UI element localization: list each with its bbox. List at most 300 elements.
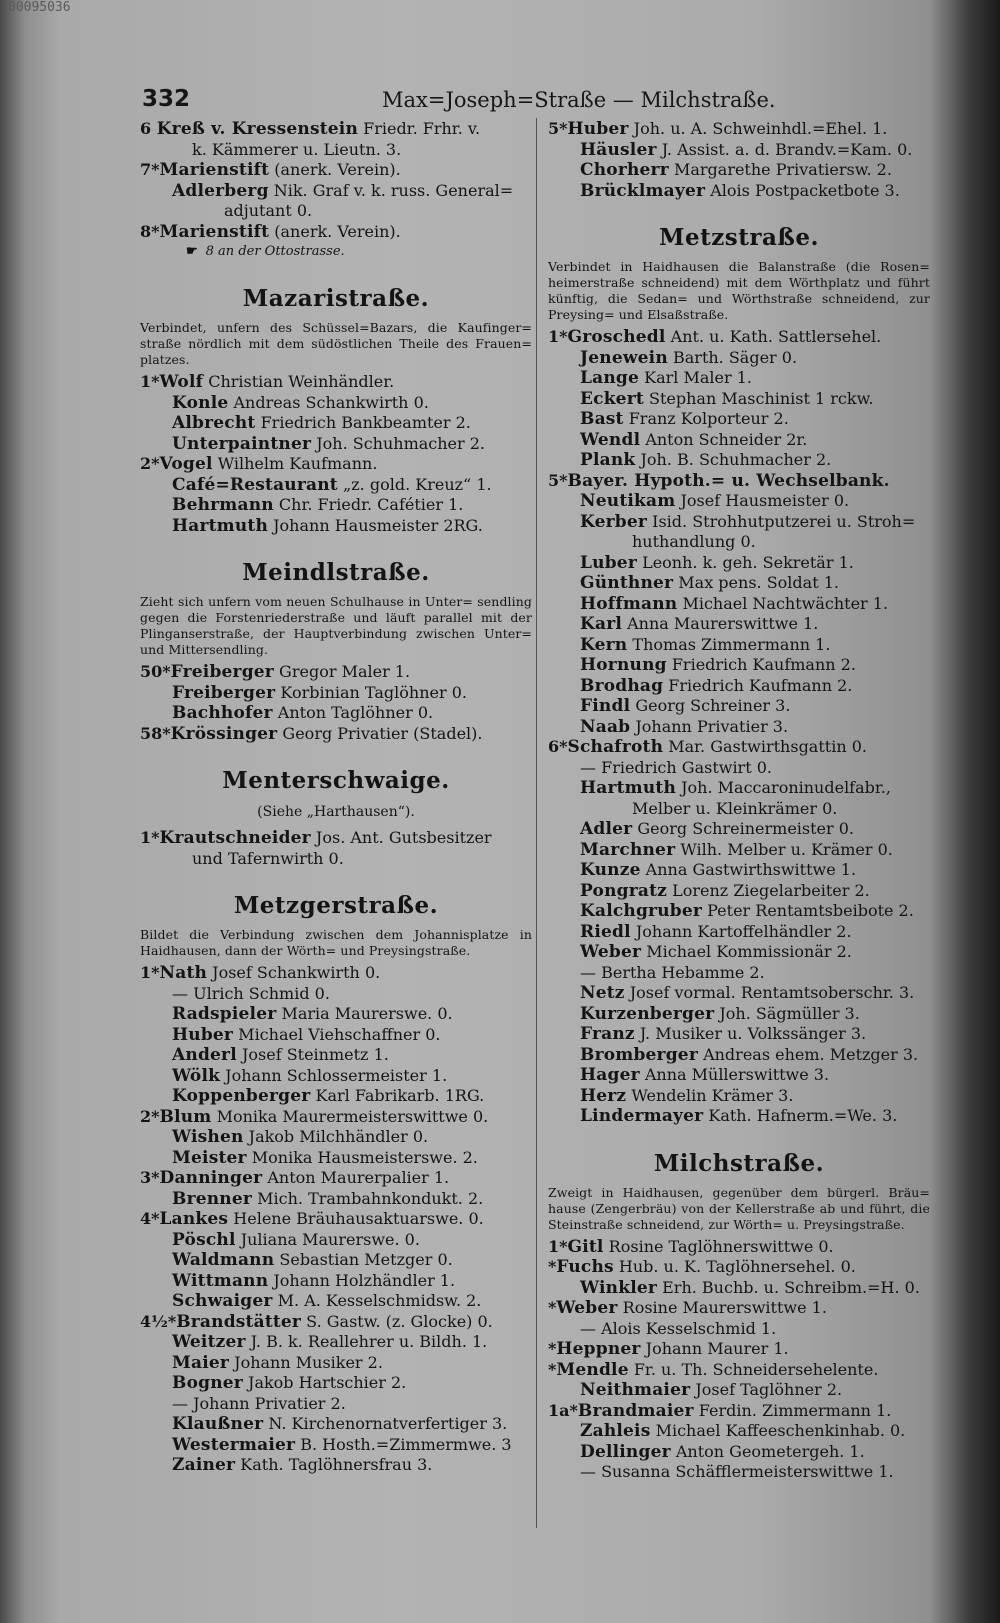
street-heading: Metzstraße. xyxy=(659,224,819,251)
resident-details: Gregor Maler 1. xyxy=(273,662,411,681)
resident-name: Marienstift xyxy=(159,221,270,242)
directory-entry xyxy=(548,140,930,161)
directory-entry xyxy=(140,1189,532,1210)
directory-entry xyxy=(140,1168,532,1189)
resident-details: Peter Rentamtsbeibote 2. xyxy=(702,901,914,920)
directory-entry xyxy=(548,1442,930,1463)
directory-entry xyxy=(140,1455,532,1476)
resident-details: Andreas Schankwirth 0. xyxy=(228,392,429,412)
directory-entry xyxy=(548,614,930,635)
directory-entry xyxy=(548,1086,930,1107)
directory-entry xyxy=(548,119,930,140)
resident-name: Franz xyxy=(580,1024,635,1044)
entry-list xyxy=(548,119,930,201)
directory-entry xyxy=(548,696,930,717)
street-description: Zweigt in Haidhausen, gegenüber dem bürgerl. Bräu= hause (Zengerbräu) von der Kellerstraße ab und führt, die Steinstraße schneidend, zur Wörth= u. Preysingstraße. xyxy=(548,1184,930,1232)
resident-details: Ant. u. Kath. Sattlersehel. xyxy=(665,327,882,346)
directory-entry xyxy=(140,984,532,1005)
resident-details: Mar. Gastwirthsgattin 0. xyxy=(663,737,867,756)
resident-details: S. Gastw. (z. Glocke) 0. xyxy=(301,1311,493,1331)
resident-name: Herz xyxy=(580,1085,627,1106)
directory-entry xyxy=(548,1106,930,1127)
resident-name: Hornung xyxy=(580,655,667,675)
resident-details: Joh. Schuhmacher 2. xyxy=(311,433,486,453)
resident-details: Josef Taglöhner 2. xyxy=(690,1380,843,1399)
resident-details: Jakob Milchhändler 0. xyxy=(243,1127,429,1146)
directory-entry xyxy=(140,1414,532,1435)
resident-details: Michael Viehschaffner 0. xyxy=(233,1024,441,1044)
street-description: Zieht sich unfern vom neuen Schulhause in Unter= sendling gegen die Forstenriederstraße und läuft parallel mit der Plinganserstraße, der Hauptverbindung zwischen Unter= und Mittersendling. xyxy=(140,594,532,657)
resident-details: Juliana Maurerswe. 0. xyxy=(235,1229,420,1249)
resident-name: Brandmaier xyxy=(577,1400,694,1421)
resident-name: Westermaier xyxy=(172,1434,296,1455)
directory-entry xyxy=(140,1127,532,1148)
directory-entry xyxy=(140,1066,532,1087)
directory-entry xyxy=(140,454,532,475)
resident-details: Nik. Graf v. k. russ. General= xyxy=(268,180,514,200)
directory-entry xyxy=(140,662,532,683)
house-number: 4½* xyxy=(140,1311,177,1331)
directory-entry xyxy=(140,724,532,745)
resident-details: Joh. Sägmüller 3. xyxy=(714,1003,860,1023)
resident-name: Kalchgruber xyxy=(580,901,703,921)
resident-details: Rosine Taglöhnerswittwe 0. xyxy=(603,1236,834,1256)
resident-name: Häusler xyxy=(580,139,657,160)
resident-name: Brodhag xyxy=(580,675,664,696)
resident-details: Anton Taglöhner 0. xyxy=(272,703,434,722)
resident-details: Joh. Maccaroninudelfabr., xyxy=(676,778,891,797)
right-column xyxy=(548,119,930,1483)
resident-name: Wishen xyxy=(172,1127,244,1147)
house-number: * xyxy=(548,1359,557,1379)
resident-name: Café=Restaurant xyxy=(172,474,338,495)
resident-details: Karl Maler 1. xyxy=(639,368,752,387)
directory-entry xyxy=(548,819,930,840)
resident-details: Wilh. Melber u. Krämer 0. xyxy=(675,839,893,859)
entry-list xyxy=(140,662,532,744)
resident-details: Georg Privatier (Stadel). xyxy=(277,723,483,743)
directory-entry xyxy=(140,1332,532,1353)
resident-name: Freiberger xyxy=(170,662,274,682)
resident-details: Franz Kolporteur 2. xyxy=(623,409,789,428)
directory-entry xyxy=(140,1394,532,1415)
house-number: * xyxy=(548,1257,557,1276)
resident-details: — Susanna Schäfflermeisterswittwe 1. xyxy=(580,1462,894,1481)
directory-entry xyxy=(548,963,930,984)
resident-details: Friedrich Kaufmann 2. xyxy=(666,655,856,674)
resident-details: Ferdin. Zimmermann 1. xyxy=(693,1400,892,1420)
resident-details: Anna Maurerswittwe 1. xyxy=(622,614,819,633)
directory-entry xyxy=(140,1312,532,1333)
resident-name: Neutikam xyxy=(580,491,676,511)
resident-details: M. A. Kesselschmidsw. 2. xyxy=(272,1291,482,1310)
resident-details: Wendelin Krämer 3. xyxy=(626,1085,794,1105)
resident-name: Anderl xyxy=(172,1045,237,1065)
resident-name: Günthner xyxy=(580,573,674,593)
resident-details: Johann Kartoffelhändler 2. xyxy=(630,921,852,941)
directory-entry xyxy=(140,1291,532,1312)
entry-list xyxy=(548,1237,930,1483)
resident-details: Friedrich Bankbeamter 2. xyxy=(255,413,471,432)
resident-details: Friedrich Kaufmann 2. xyxy=(663,675,853,695)
directory-entry xyxy=(548,368,930,389)
resident-details: Anna Gastwirthswittwe 1. xyxy=(640,860,857,879)
directory-entry xyxy=(548,1339,930,1360)
resident-name: Naab xyxy=(580,716,631,737)
directory-entry xyxy=(548,409,930,430)
resident-details: Lorenz Ziegelarbeiter 2. xyxy=(667,880,870,900)
directory-entry xyxy=(140,475,532,496)
directory-entry xyxy=(548,160,930,181)
resident-details: Mich. Trambahnkondukt. 2. xyxy=(252,1188,484,1208)
house-number: 58* xyxy=(140,723,171,743)
resident-name: Schwaiger xyxy=(172,1291,273,1311)
directory-entry xyxy=(548,1278,930,1299)
resident-name: Wolf xyxy=(159,372,204,392)
resident-name: Eckert xyxy=(580,388,644,409)
entry-list xyxy=(140,372,532,536)
resident-name: Pöschl xyxy=(172,1229,236,1250)
entry-continuation: Melber u. Kleinkrämer 0. xyxy=(632,798,838,818)
directory-entry xyxy=(140,703,532,724)
entry-continuation: k. Kämmerer u. Lieutn. 3. xyxy=(192,139,402,159)
directory-entry xyxy=(548,1319,930,1340)
resident-details: Michael Nachtwächter 1. xyxy=(677,593,889,613)
resident-name: Zahleis xyxy=(580,1421,651,1441)
see-reference: (Siehe „Harthausen“). xyxy=(257,804,415,820)
resident-name: Luber xyxy=(580,552,637,573)
resident-details: Joh. B. Schuhmacher 2. xyxy=(635,450,832,469)
resident-details: Korbinian Taglöhner 0. xyxy=(275,682,467,702)
resident-details: Joh. u. A. Schweinhdl.=Ehel. 1. xyxy=(628,119,888,138)
resident-name: Hager xyxy=(580,1065,640,1085)
resident-name: Adlerberg xyxy=(172,180,269,201)
directory-entry xyxy=(548,348,930,369)
resident-name: Marienstift xyxy=(159,160,270,180)
resident-details: Johann Hausmeister 2RG. xyxy=(268,515,483,535)
column-divider xyxy=(536,118,537,1528)
resident-details: Anton Maurerpalier 1. xyxy=(262,1168,450,1187)
resident-name: Hartmuth xyxy=(580,778,677,798)
directory-entry xyxy=(548,471,930,492)
house-number: 1* xyxy=(140,372,160,391)
directory-entry xyxy=(548,553,930,574)
directory-entry xyxy=(140,1230,532,1251)
resident-name: Bromberger xyxy=(580,1044,698,1065)
resident-details: Johann Privatier 3. xyxy=(630,716,789,736)
house-number: 8* xyxy=(140,221,160,241)
house-number: 50* xyxy=(140,662,171,681)
resident-name: Groschedl xyxy=(567,327,666,347)
note-text: 8 an der Ottostrasse. xyxy=(205,244,345,259)
resident-details: Kath. Taglöhnersfrau 3. xyxy=(235,1455,433,1474)
directory-entry xyxy=(548,1065,930,1086)
page-number: 332 xyxy=(142,86,191,112)
pointing-hand-icon: ☛ xyxy=(186,244,198,259)
resident-name: Jenewein xyxy=(580,347,668,368)
resident-details: „z. gold. Kreuz“ 1. xyxy=(337,474,492,494)
directory-entry xyxy=(140,1271,532,1292)
directory-entry xyxy=(140,372,532,393)
resident-name: Meister xyxy=(172,1147,247,1168)
entry-list xyxy=(548,327,930,1127)
resident-details: Fr. u. Th. Schneidersehelente. xyxy=(628,1359,879,1379)
directory-entry xyxy=(548,840,930,861)
resident-details: Thomas Zimmermann 1. xyxy=(627,634,831,654)
directory-entry xyxy=(140,119,532,160)
resident-name: Chorherr xyxy=(580,160,669,180)
directory-entry xyxy=(548,389,930,410)
resident-name: Freiberger xyxy=(172,682,276,703)
resident-details: J. Assist. a. d. Brandv.=Kam. 0. xyxy=(656,139,913,159)
resident-details: Johann Maurer 1. xyxy=(640,1339,789,1358)
directory-entry xyxy=(140,516,532,537)
street-description: Bildet die Verbindung zwischen dem Johannisplatze in Haidhausen, dann der Wörth= und Preysingstraße. xyxy=(140,927,532,958)
directory-entry xyxy=(548,512,930,553)
cross-reference-note xyxy=(140,242,532,262)
entry-continuation: huthandlung 0. xyxy=(632,532,756,551)
resident-name: Unterpaintner xyxy=(172,433,312,454)
resident-details: Johann Holzhändler 1. xyxy=(268,1270,456,1290)
directory-entry xyxy=(548,450,930,471)
resident-details: Max pens. Soldat 1. xyxy=(673,573,839,592)
resident-name: Adler xyxy=(580,819,633,839)
resident-details: Stephan Maschinist 1 rckw. xyxy=(643,388,874,408)
directory-entry xyxy=(548,758,930,779)
resident-name: Weber xyxy=(580,942,642,962)
resident-details: J. B. k. Reallehrer u. Bildh. 1. xyxy=(245,1332,488,1351)
directory-entry xyxy=(548,635,930,656)
resident-details: Chr. Friedr. Cafétier 1. xyxy=(273,495,464,514)
resident-name: Nath xyxy=(159,963,208,983)
resident-details: Jos. Ant. Gutsbesitzer xyxy=(310,828,492,847)
directory-entry xyxy=(548,1380,930,1401)
resident-details: B. Hosth.=Zimmermwe. 3 xyxy=(295,1434,512,1454)
directory-entry xyxy=(548,737,930,758)
resident-details: Josef vormal. Rentamtsoberschr. 3. xyxy=(624,983,915,1002)
resident-name: Danninger xyxy=(159,1168,263,1188)
resident-details: Karl Fabrikarb. 1RG. xyxy=(310,1086,485,1105)
resident-details: Andreas ehem. Metzger 3. xyxy=(697,1044,919,1064)
resident-details: Erh. Buchb. u. Schreibm.=H. 0. xyxy=(657,1277,920,1297)
directory-entry xyxy=(548,1257,930,1278)
house-number: 1* xyxy=(548,1236,568,1256)
house-number: 5* xyxy=(548,119,568,138)
entry-continuation: und Tafernwirth 0. xyxy=(192,848,344,868)
resident-name: Weber xyxy=(556,1298,618,1318)
directory-entry xyxy=(140,1373,532,1394)
resident-name: Brandstätter xyxy=(176,1311,302,1332)
directory-entry xyxy=(140,495,532,516)
resident-name: Klaußner xyxy=(172,1414,264,1434)
resident-name: Hartmuth xyxy=(172,515,269,536)
house-number: 6* xyxy=(548,737,568,756)
resident-name: Huber xyxy=(567,119,629,139)
resident-details: Isid. Strohhutputzerei u. Stroh= xyxy=(647,511,916,531)
resident-details: Monika Hausmeisterswe. 2. xyxy=(246,1147,478,1167)
directory-entry xyxy=(140,1353,532,1374)
directory-entry xyxy=(140,393,532,414)
page-header xyxy=(142,86,776,120)
resident-details: J. Musiker u. Volkssänger 3. xyxy=(634,1024,867,1043)
directory-entry xyxy=(548,573,930,594)
resident-details: Rosine Maurerswittwe 1. xyxy=(617,1298,827,1317)
directory-entry xyxy=(548,778,930,819)
resident-name: Hoffmann xyxy=(580,593,678,614)
directory-entry xyxy=(548,594,930,615)
house-number: 1* xyxy=(140,828,160,847)
directory-entry xyxy=(140,1025,532,1046)
resident-name: Mendle xyxy=(556,1359,629,1380)
house-number: 6 xyxy=(140,119,157,138)
resident-details: Christian Weinhändler. xyxy=(203,372,395,391)
street-heading: Mazaristraße. xyxy=(242,285,430,312)
directory-entry xyxy=(548,942,930,963)
directory-entry xyxy=(548,1360,930,1381)
resident-name: Plank xyxy=(580,450,636,470)
resident-name: Maier xyxy=(172,1352,230,1373)
resident-details: Johann Schlossermeister 1. xyxy=(220,1065,448,1085)
resident-name: Kreß v. Kressenstein xyxy=(156,119,359,139)
directory-entry xyxy=(140,1045,532,1066)
resident-name: Vogel xyxy=(159,454,213,474)
resident-details: Michael Kaffeeschenkinhab. 0. xyxy=(650,1421,906,1440)
resident-details: — Friedrich Gastwirt 0. xyxy=(580,757,772,777)
directory-entry xyxy=(140,1107,532,1128)
resident-name: Karl xyxy=(580,614,623,634)
directory-entry xyxy=(548,181,930,202)
resident-details: (anerk. Verein). xyxy=(269,160,401,179)
resident-details: Monika Maurermeisterswittwe 0. xyxy=(211,1106,489,1126)
house-number: 7* xyxy=(140,160,160,179)
resident-details: Friedr. Frhr. v. xyxy=(358,119,481,138)
scan-stamp: 00095036 xyxy=(8,0,71,15)
resident-details: — Alois Kesselschmid 1. xyxy=(580,1318,777,1338)
resident-name: Schafroth xyxy=(567,737,664,757)
resident-name: Lange xyxy=(580,368,640,388)
resident-name: Zainer xyxy=(172,1455,236,1475)
resident-name: Kurzenberger xyxy=(580,1003,715,1024)
street-heading: Metzgerstraße. xyxy=(233,892,439,919)
resident-name: Wittmann xyxy=(172,1270,269,1291)
resident-details: Josef Hausmeister 0. xyxy=(675,491,850,510)
resident-name: Brenner xyxy=(172,1188,253,1209)
directory-entry xyxy=(140,1004,532,1025)
resident-name: Radspieler xyxy=(172,1004,277,1024)
house-number: 2* xyxy=(140,1106,160,1126)
directory-entry xyxy=(140,413,532,434)
resident-name: Marchner xyxy=(580,839,676,860)
resident-name: Dellinger xyxy=(580,1441,671,1462)
directory-entry xyxy=(548,901,930,922)
resident-name: Waldmann xyxy=(172,1250,275,1270)
resident-name: Winkler xyxy=(580,1277,658,1298)
resident-name: Koppenberger xyxy=(172,1086,311,1106)
resident-details: — Johann Privatier 2. xyxy=(172,1393,346,1413)
directory-entry xyxy=(140,1435,532,1456)
resident-name: Wölk xyxy=(172,1065,221,1086)
directory-entry xyxy=(548,1024,930,1045)
house-number: 2* xyxy=(140,454,160,473)
resident-name: Lankes xyxy=(159,1209,229,1229)
directory-entry xyxy=(548,983,930,1004)
resident-name: Albrecht xyxy=(172,413,256,433)
directory-entry xyxy=(140,1250,532,1271)
resident-details: Josef Schankwirth 0. xyxy=(207,963,381,982)
directory-entry xyxy=(548,655,930,676)
directory-entry xyxy=(548,491,930,512)
resident-details: Hub. u. K. Taglöhnersehel. 0. xyxy=(613,1257,856,1276)
directory-entry xyxy=(548,860,930,881)
street-heading: Milchstraße. xyxy=(653,1149,825,1177)
running-title: Max=Joseph=Straße — Milchstraße. xyxy=(382,88,776,112)
resident-name: Weitzer xyxy=(172,1332,246,1352)
resident-name: Netz xyxy=(580,983,625,1003)
house-number: 4* xyxy=(140,1209,160,1228)
house-number: 1a* xyxy=(548,1400,578,1420)
resident-name: Fuchs xyxy=(556,1257,614,1277)
directory-entry xyxy=(548,1298,930,1319)
house-number: * xyxy=(548,1339,557,1358)
resident-details: Anton Schneider 2r. xyxy=(640,429,808,449)
resident-name: Blum xyxy=(159,1106,212,1127)
directory-entry xyxy=(548,1421,930,1442)
left-column xyxy=(140,119,532,1476)
resident-name: Bogner xyxy=(172,1373,243,1393)
resident-name: Huber xyxy=(172,1024,234,1045)
resident-name: Krössinger xyxy=(170,723,278,744)
resident-details: Helene Bräuhausaktuarswe. 0. xyxy=(228,1209,484,1228)
directory-entry xyxy=(140,963,532,984)
resident-name: Bast xyxy=(580,409,624,429)
resident-details: Barth. Säger 0. xyxy=(667,347,798,367)
directory-entry xyxy=(140,1209,532,1230)
resident-details: Georg Schreiner 3. xyxy=(630,696,791,715)
resident-details: Sebastian Metzger 0. xyxy=(274,1250,453,1269)
street-description: Verbindet, unfern des Schüssel=Bazars, die Kaufinger= straße nördlich mit dem südöstlichen Theile des Frauen= platzes. xyxy=(140,320,532,367)
resident-name: Heppner xyxy=(556,1339,641,1359)
resident-name: Bachhofer xyxy=(172,703,273,723)
resident-details: N. Kirchenornatverfertiger 3. xyxy=(263,1414,508,1433)
directory-entry xyxy=(140,1148,532,1169)
directory-entry xyxy=(548,1045,930,1066)
directory-entry xyxy=(548,1462,930,1483)
resident-details: Leonh. k. geh. Sekretär 1. xyxy=(636,552,854,572)
resident-details: — Ulrich Schmid 0. xyxy=(172,983,330,1003)
resident-name: Behrmann xyxy=(172,495,274,515)
resident-details: Anton Geometergeh. 1. xyxy=(670,1441,865,1461)
resident-name: Kunze xyxy=(580,860,641,880)
resident-details: Johann Musiker 2. xyxy=(229,1352,383,1372)
resident-name: Kerber xyxy=(580,511,648,532)
directory-entry xyxy=(548,881,930,902)
house-number: * xyxy=(548,1298,557,1317)
directory-entry xyxy=(140,828,532,869)
directory-entry xyxy=(140,222,532,243)
resident-details: Kath. Hafnerm.=We. 3. xyxy=(703,1106,898,1125)
directory-entry xyxy=(140,683,532,704)
directory-entry xyxy=(548,922,930,943)
directory-entry xyxy=(548,717,930,738)
directory-entry xyxy=(548,430,930,451)
entry-list xyxy=(140,828,532,869)
house-number: 1* xyxy=(548,327,568,346)
resident-name: Wendl xyxy=(580,429,641,450)
street-description: Verbindet in Haidhausen die Balanstraße (die Rosen= heimerstraße schneidend) mit dem Wörthplatz und führt künftig, die Sedan= und Wörthstraße schneidend, zur Preysing= und Elsaßstraße. xyxy=(548,259,930,322)
resident-details: Georg Schreinermeister 0. xyxy=(632,819,855,838)
resident-details: Josef Steinmetz 1. xyxy=(236,1045,389,1064)
directory-entry xyxy=(548,1004,930,1025)
